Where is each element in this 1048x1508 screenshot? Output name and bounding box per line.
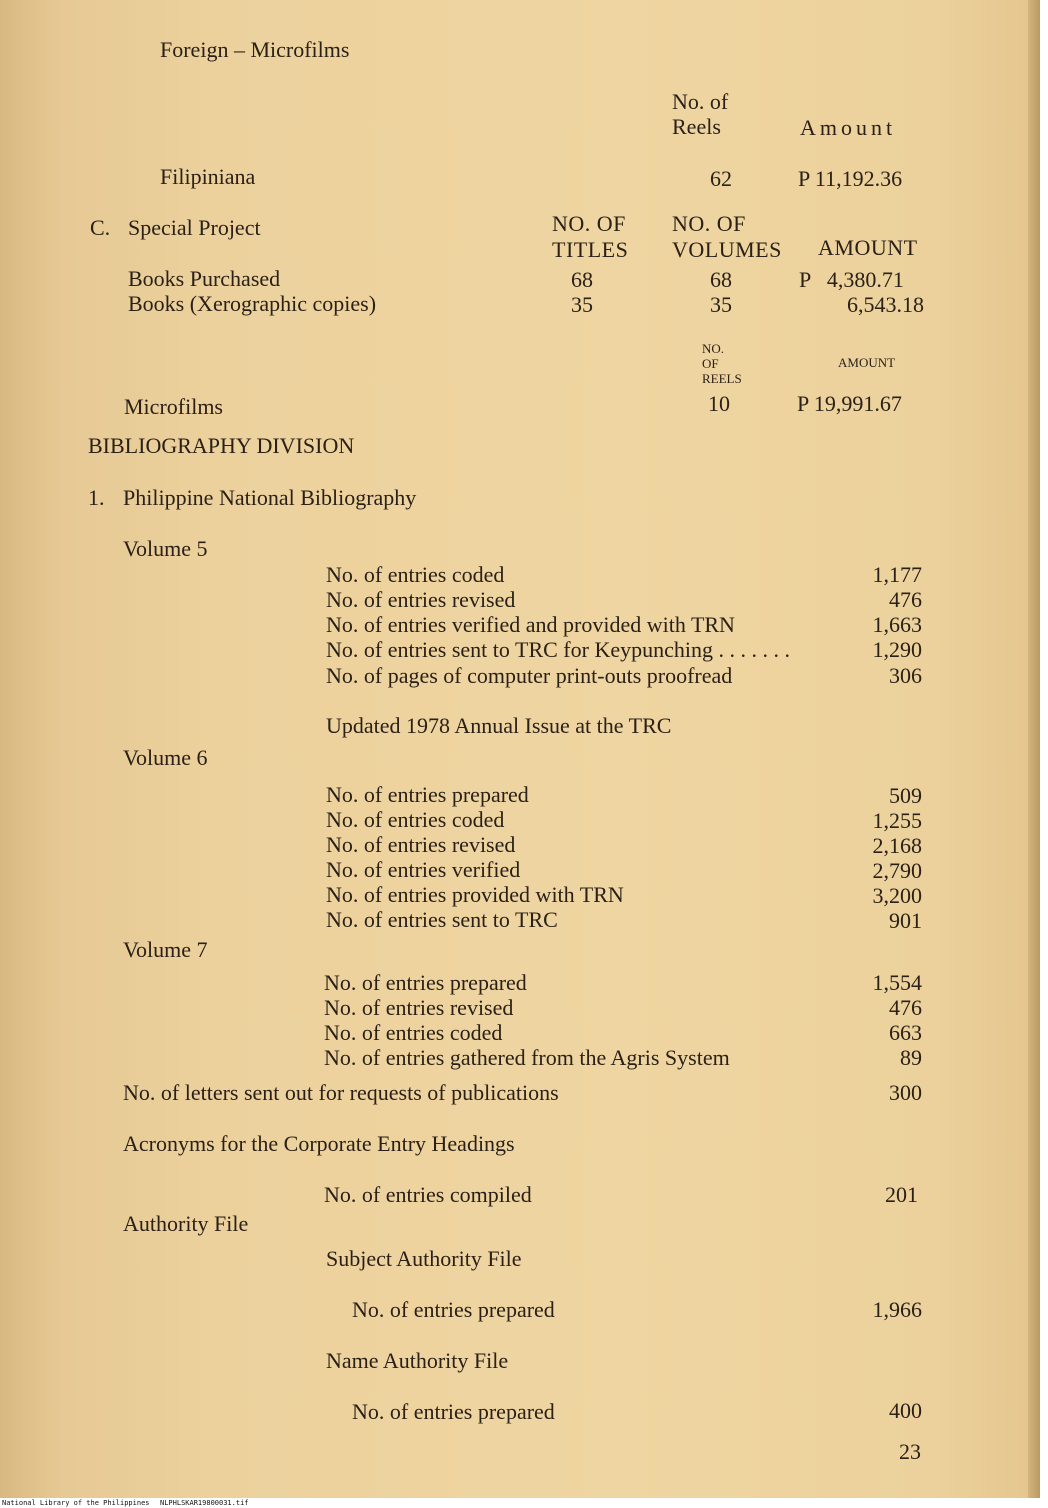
books-purchased-titles: 68 <box>571 267 593 292</box>
micro-col-reels: REELS <box>702 371 742 386</box>
col-header-reels: Reels <box>672 114 721 139</box>
volume-5-label: Volume 5 <box>123 536 208 561</box>
books-purchased-amount: P 4,380.71 <box>799 267 904 292</box>
v6-verified-label: No. of entries verified <box>326 857 521 882</box>
bibliography-heading: BIBLIOGRAPHY DIVISION <box>88 433 355 458</box>
v5-coded-label: No. of entries coded <box>326 562 505 587</box>
v5-revised-value: 476 <box>889 587 922 612</box>
col-header-no-of-titles: NO. OF <box>552 211 626 236</box>
letters-value: 300 <box>889 1080 922 1105</box>
books-purchased-label: Books Purchased <box>128 266 281 291</box>
books-xerographic-amount: 6,543.18 <box>847 292 924 317</box>
v6-trn-value: 3,200 <box>872 883 922 908</box>
v6-revised-label: No. of entries revised <box>326 832 516 857</box>
v7-coded-value: 663 <box>889 1020 922 1045</box>
v6-sent-trc-label: No. of entries sent to TRC <box>326 907 558 932</box>
v7-prepared-value: 1,554 <box>872 970 922 995</box>
v6-verified-value: 2,790 <box>872 858 922 883</box>
v7-prepared-label: No. of entries prepared <box>324 970 527 995</box>
page-number: 23 <box>899 1439 921 1464</box>
bibliography-item-title: Philippine National Bibliography <box>123 485 417 510</box>
v6-prepared-label: No. of entries prepared <box>326 782 529 807</box>
subject-authority-heading: Subject Authority File <box>326 1246 522 1271</box>
microfilms-amount: P 19,991.67 <box>797 391 902 416</box>
name-prepared-label: No. of entries prepared <box>352 1399 555 1424</box>
footer-filename: NLPHLSKAR19800031.tif <box>160 1499 249 1507</box>
col-header-amount-caps: AMOUNT <box>818 235 918 260</box>
footer-source: National Library of the Philippines <box>2 1499 150 1507</box>
v7-agris-value: 89 <box>900 1045 922 1070</box>
microfilms-label: Microfilms <box>124 394 223 419</box>
authority-file-heading: Authority File <box>123 1211 249 1236</box>
scan-footer <box>0 1498 1048 1508</box>
v5-verified-value: 1,663 <box>872 612 922 637</box>
books-purchased-volumes: 68 <box>710 267 732 292</box>
filipiniana-label: Filipiniana <box>160 164 256 189</box>
col-header-no-of: No. of <box>672 89 729 114</box>
v5-revised-label: No. of entries revised <box>326 587 516 612</box>
col-header-no-of-volumes: NO. OF <box>672 211 746 236</box>
col-header-amount: Amount <box>800 115 897 140</box>
volume-6-label: Volume 6 <box>123 745 208 770</box>
v7-revised-value: 476 <box>889 995 922 1020</box>
letters-label: No. of letters sent out for requests of publications <box>123 1080 559 1105</box>
v5-note: Updated 1978 Annual Issue at the TRC <box>326 713 672 738</box>
books-xerographic-volumes: 35 <box>710 292 732 317</box>
v7-coded-label: No. of entries coded <box>324 1020 503 1045</box>
v6-coded-value: 1,255 <box>872 808 922 833</box>
acronyms-compiled-value: 201 <box>885 1182 918 1207</box>
v5-keypunching-label: No. of entries sent to TRC for Keypunching . . . . . . . <box>326 637 790 662</box>
v7-agris-label: No. of entries gathered from the Agris System <box>324 1045 730 1070</box>
v5-keypunching-value: 1,290 <box>872 637 922 662</box>
filipiniana-reels: 62 <box>710 166 732 191</box>
foreign-microfilms-title: Foreign – Microfilms <box>160 37 350 62</box>
micro-col-amount: AMOUNT <box>838 355 896 370</box>
filipiniana-amount: P 11,192.36 <box>798 166 903 191</box>
v6-coded-label: No. of entries coded <box>326 807 505 832</box>
col-header-titles: TITLES <box>552 237 629 262</box>
v5-proofread-label: No. of pages of computer print-outs proofread <box>326 663 733 688</box>
name-prepared-value: 400 <box>889 1398 922 1423</box>
books-xerographic-titles: 35 <box>571 292 593 317</box>
special-project-title: Special Project <box>128 215 261 240</box>
v6-revised-value: 2,168 <box>872 833 922 858</box>
acronyms-heading: Acronyms for the Corporate Entry Headings <box>123 1131 515 1156</box>
micro-col-of: OF <box>702 356 719 371</box>
v6-trn-label: No. of entries provided with TRN <box>326 882 624 907</box>
special-project-letter: C. <box>90 215 111 240</box>
page-edge-shadow <box>1028 0 1040 1498</box>
v5-proofread-value: 306 <box>889 663 922 688</box>
v7-revised-label: No. of entries revised <box>324 995 514 1020</box>
acronyms-compiled-label: No. of entries compiled <box>324 1182 532 1207</box>
name-authority-heading: Name Authority File <box>326 1348 509 1373</box>
microfilms-reels: 10 <box>708 391 730 416</box>
v6-sent-trc-value: 901 <box>889 908 922 933</box>
bibliography-item-no: 1. <box>88 485 105 510</box>
subject-prepared-value: 1,966 <box>872 1297 922 1322</box>
books-xerographic-label: Books (Xerographic copies) <box>128 291 377 316</box>
subject-prepared-label: No. of entries prepared <box>352 1297 555 1322</box>
volume-7-label: Volume 7 <box>123 937 208 962</box>
col-header-volumes: VOLUMES <box>672 237 782 262</box>
micro-col-no: NO. <box>702 341 725 356</box>
v5-coded-value: 1,177 <box>872 562 922 587</box>
v6-prepared-value: 509 <box>889 783 922 808</box>
v5-verified-label: No. of entries verified and provided with TRN <box>326 612 735 637</box>
